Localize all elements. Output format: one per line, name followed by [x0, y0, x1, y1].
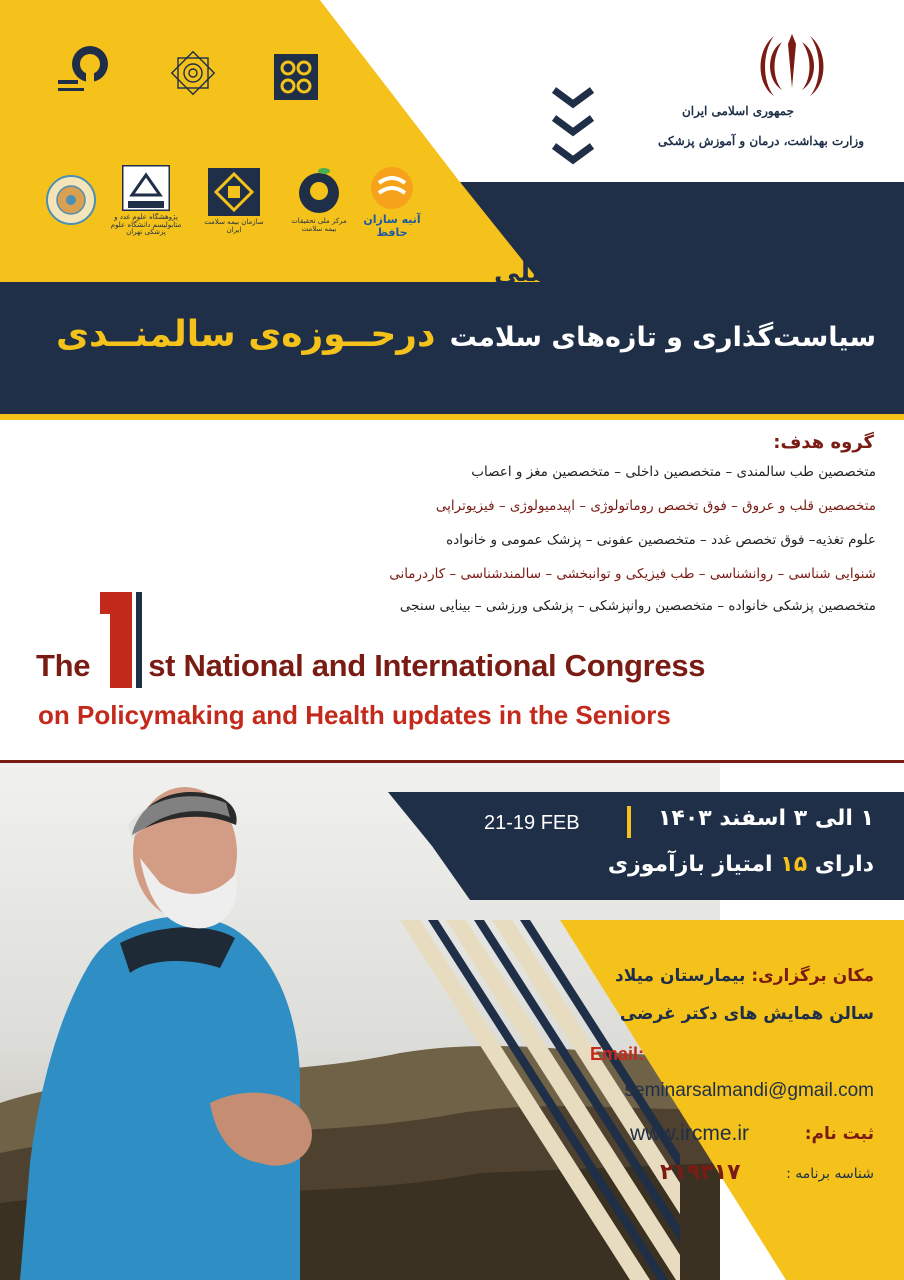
english-title-rest: st National and International Congress	[148, 648, 706, 683]
date-persian: ۱ الی ۳ اسفند ۱۴۰۳	[657, 806, 874, 831]
health-insurance-logo-caption: سازمان بیمه سلامت ایران	[204, 217, 264, 234]
atiyeh-hafez-logo-icon	[369, 165, 415, 211]
program-id-label: شناسه برنامه :	[786, 1166, 874, 1182]
health-network-logo-icon	[296, 165, 342, 215]
english-title-line-1	[36, 648, 705, 684]
cme-credit-suffix: امتیاز بازآموزی	[607, 852, 773, 877]
email-link[interactable]: seminarsalmandi@gmail.com	[624, 1080, 874, 1101]
venue-line	[615, 966, 874, 986]
chevron-down-icon	[548, 82, 598, 172]
health-insurance-logo	[198, 160, 270, 242]
registration-link[interactable]: www.ircme.ir	[630, 1122, 749, 1145]
health-network-logo-caption: مرکز ملی تحقیقات بیمه سلامت	[291, 216, 347, 233]
emri-logo-caption: پژوهشگاه علوم غدد و متابولیسم دانشگاه علوم پزشکی تهران	[110, 212, 182, 237]
cme-credit-line	[608, 852, 874, 877]
medical-university-logo	[150, 30, 236, 116]
atiyeh-hafez-logo-caption: آتیه سازان حافظ	[363, 213, 421, 239]
ministry-name-label: وزارت بهداشت، درمان و آموزش پزشکی	[658, 134, 864, 148]
emri-logo-icon	[122, 165, 170, 211]
medical-university-logo-icon	[166, 46, 220, 100]
email-label: Email:	[590, 1044, 645, 1064]
shahid-beheshti-logo-icon	[274, 54, 318, 100]
shahid-beheshti-logo	[262, 32, 330, 122]
english-title-line-2: on Policymaking and Health updates in the Seniors	[38, 700, 671, 730]
venue-hall: سالن همایش های دکتر غرضی	[619, 1004, 874, 1024]
target-group-line: متخصصین قلب و عروق – فوق تخصص روماتولوژی – اپیدمیولوژی – فیزیوتراپی	[435, 498, 876, 514]
target-group-line: شنوایی شناسی – روانشناسی – طب فیزیکی و توانبخشی – سالمندشناسی – کاردرمانی	[389, 566, 876, 582]
english-title-the: The	[36, 648, 91, 683]
cme-credit-points: ۱۵	[780, 852, 808, 877]
venue-label: مکان برگزاری:	[751, 966, 874, 986]
atiyeh-hafez-logo	[356, 164, 428, 240]
congress-title-line-1: اولین کنگره ملی و بین‌المللی	[493, 258, 868, 288]
target-group-line: علوم تغذیه– فوق تخصص غدد – متخصصین عفونی – پزشک عمومی و خانواده	[446, 532, 876, 548]
health-network-logo	[286, 158, 352, 240]
target-group-line: متخصصین پزشکی خانواده – متخصصین روانپزشکی – پزشکی ورزشی – بینایی سنجی	[399, 598, 876, 614]
date-english: 21-19 FEB	[484, 812, 580, 834]
date-separator	[627, 806, 631, 838]
target-group-line: متخصصین طب سالمندی – متخصصین داخلی – متخصصین مغز و اعصاب	[471, 464, 876, 480]
social-welfare-university-logo-icon	[52, 42, 112, 102]
program-id-value: ۲۱۹۳۱۷	[660, 1160, 741, 1185]
ministry-country-label: جمهوری اسلامی ایران	[681, 104, 794, 118]
health-insurance-logo-icon	[208, 168, 260, 216]
iran-emblem	[752, 30, 832, 100]
iran-emblem-icon	[752, 30, 832, 100]
gerontology-association-logo-icon	[45, 174, 97, 226]
social-welfare-university-logo	[36, 32, 128, 112]
gerontology-association-logo	[36, 168, 106, 232]
congress-title-line-2: سیاست‌گذاری و تازه‌های سلامت	[449, 322, 876, 353]
venue-value: بیمارستان میلاد	[614, 966, 746, 986]
congress-title-highlight: درحــوزه‌ی سالمنــدی	[56, 314, 436, 355]
cme-credit-prefix: دارای	[814, 852, 874, 877]
target-group-heading: گروه هدف:	[773, 432, 874, 453]
registration-label: ثبت نام:	[804, 1124, 874, 1144]
emri-logo	[108, 160, 184, 242]
